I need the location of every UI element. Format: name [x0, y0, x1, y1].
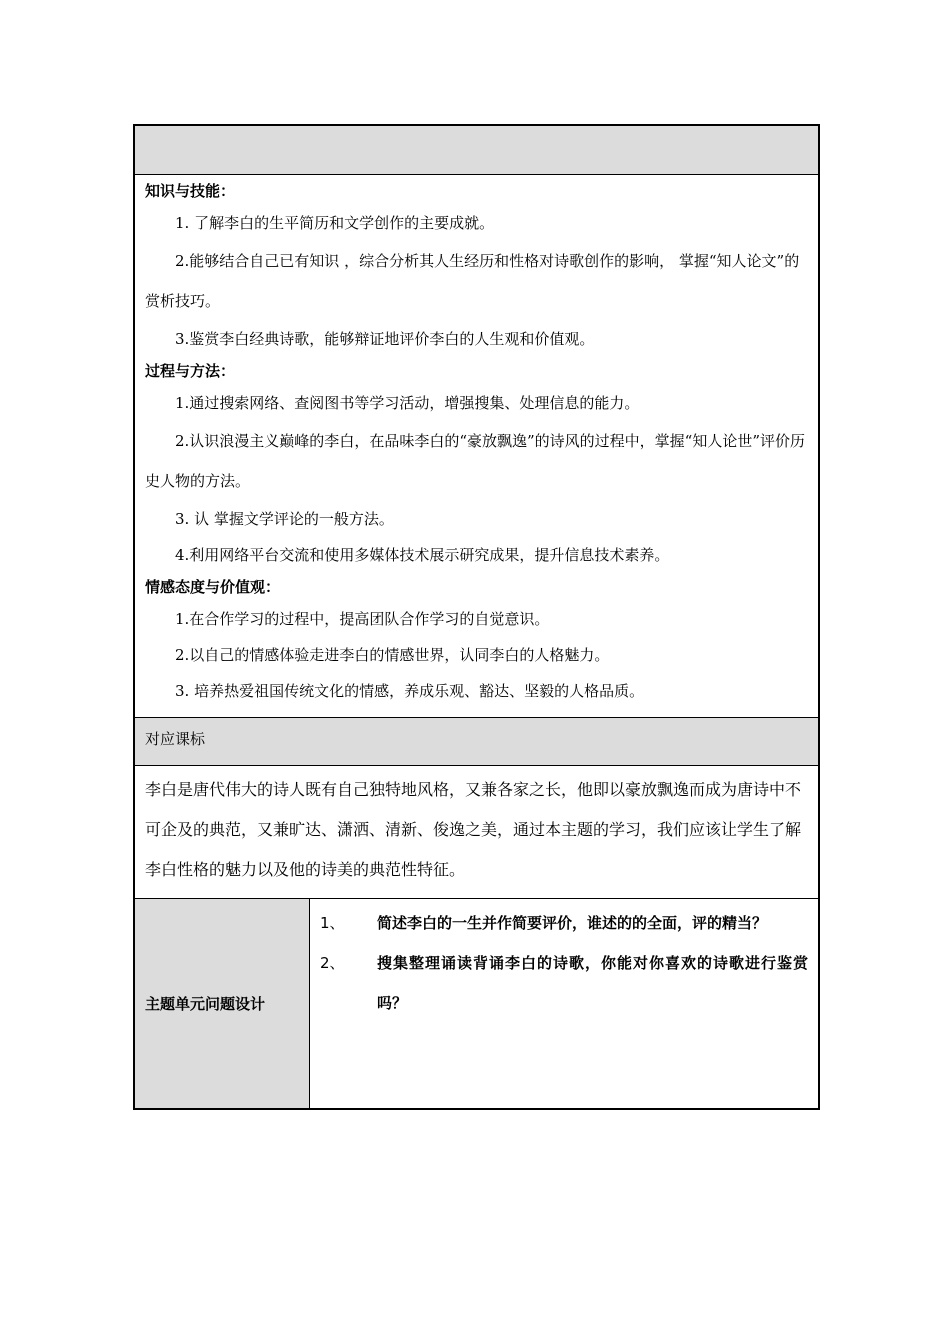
- question-list: [310, 899, 818, 1108]
- question-text: 搜集整理诵读背诵李白的诗歌，你能对你喜欢的诗歌进行鉴赏吗？: [377, 954, 808, 1012]
- emotion-item: 3. 培养热爱祖国传统文化的情感，养成乐观、豁达、坚毅的人格品质。: [175, 682, 645, 700]
- process-item: 2.认识浪漫主义巅峰的李白，在品味李白的“豪放飘逸”的诗风的过程中，掌握“知人论世”评价历史人物的方法。: [145, 432, 805, 490]
- process-title: 过程与方法：: [145, 362, 236, 380]
- emotion-title: 情感态度与价值观：: [145, 578, 281, 596]
- process-item: 3. 认 掌握文学评论的一般方法。: [175, 510, 394, 528]
- knowledge-item: 2.能够结合自己已有知识 ，综合分析其人生经历和性格对诗歌创作的影响， 掌握“知人论文”的赏析技巧。: [145, 252, 800, 310]
- emotion-item: 1.在合作学习的过程中，提高团队合作学习的自觉意识。: [175, 610, 550, 628]
- question-number: 1、: [320, 914, 345, 932]
- objectives-cell: [135, 174, 818, 717]
- standard-body: 李白是唐代伟大的诗人既有自己独特地风格，又兼各家之长，他即以豪放飘逸而成为唐诗中不可企及的典范，又兼旷达、潇洒、清新、俊逸之美，通过本主题的学习，我们应该让学生了解李白性格的魅力以及他的诗美的典范性特征。: [145, 780, 802, 879]
- standard-title-cell: [135, 717, 818, 765]
- question-item: [320, 943, 808, 1023]
- knowledge-title: 知识与技能：: [145, 182, 236, 200]
- question-number: 2、: [320, 954, 345, 972]
- question-item: [320, 903, 808, 943]
- design-label: 主题单元问题设计: [135, 899, 310, 1108]
- knowledge-item: 3.鉴赏李白经典诗歌，能够辩证地评价李白的人生观和价值观。: [175, 330, 595, 348]
- lesson-plan-table: [133, 124, 820, 1110]
- standard-title: 对应课标: [145, 730, 206, 748]
- question-text: 简述李白的一生并作简要评价，谁述的的全面，评的精当？: [377, 914, 768, 932]
- process-item: 1.通过搜索网络、查阅图书等学习活动，增强搜集、处理信息的能力。: [175, 394, 640, 412]
- process-item: 4.利用网络平台交流和使用多媒体技术展示研究成果，提升信息技术素养。: [175, 546, 670, 564]
- knowledge-item: 1. 了解李白的生平简历和文学创作的主要成就。: [175, 214, 495, 232]
- standard-body-cell: [135, 765, 818, 898]
- emotion-item: 2.以自己的情感体验走进李白的情感世界，认同李白的人格魅力。: [175, 646, 610, 664]
- design-row: [135, 898, 818, 1108]
- table-header-row: [135, 126, 818, 174]
